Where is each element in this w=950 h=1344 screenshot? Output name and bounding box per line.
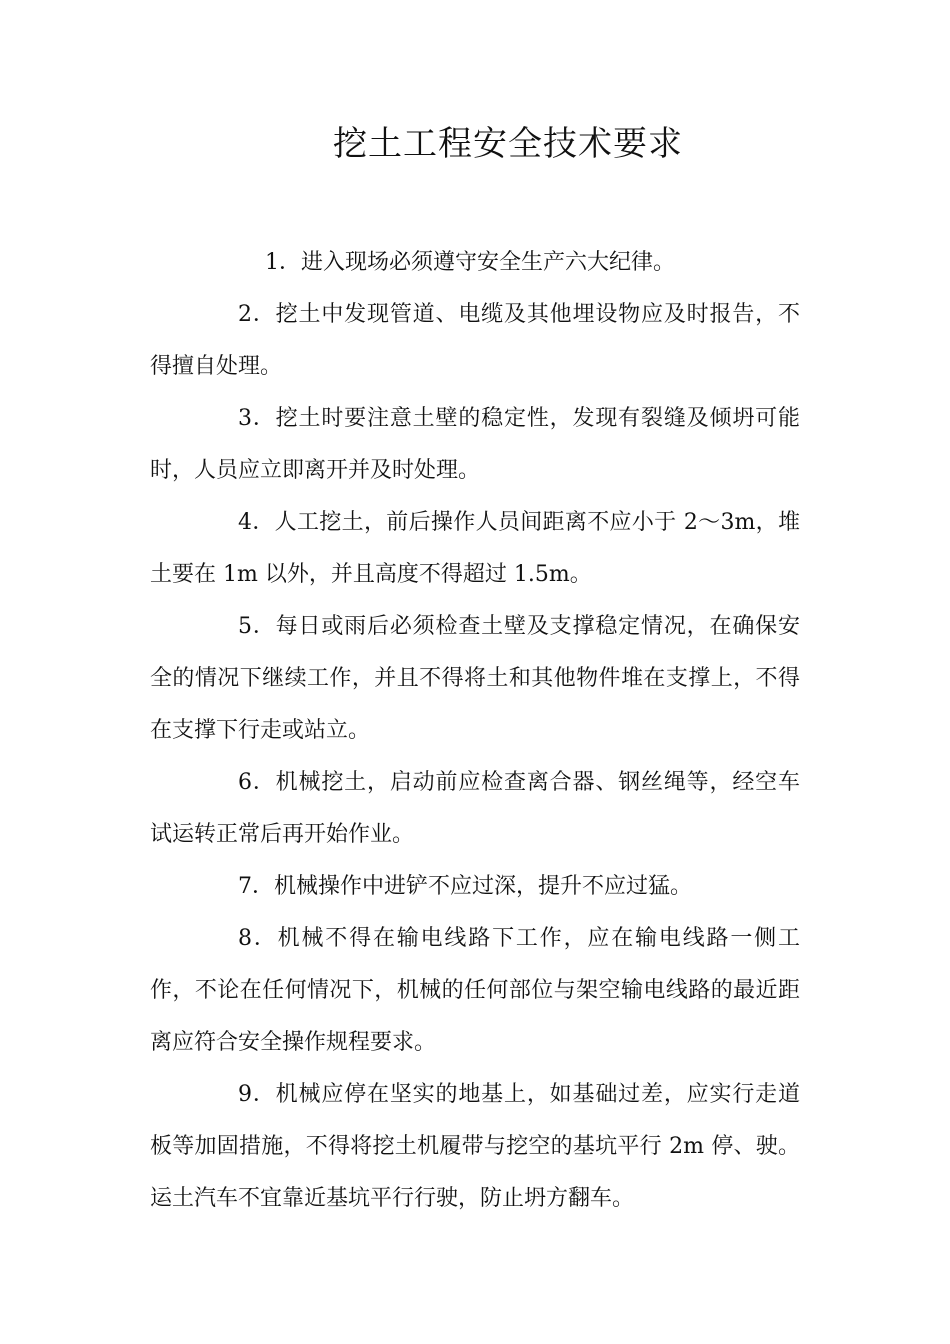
paragraph-1: 1．进入现场必须遵守安全生产六大纪律。 [265,250,675,275]
document-title: 挖土工程安全技术要求 [333,124,683,164]
paragraph-4: 4．人工挖土，前后操作人员间距离不应小于 2～3m，堆土要在 1m 以外，并且高度不得超过 1.5m。 [150,510,800,587]
paragraph-6: 6．机械挖土，启动前应检查离合器、钢丝绳等，经空车试运转正常后再开始作业。 [150,770,800,847]
paragraph-9: 9．机械应停在坚实的地基上，如基础过差，应实行走道板等加固措施，不得将挖土机履带与挖空的基坑平行 2m 停、驶。运土汽车不宜靠近基坑平行行驶，防止坍方翻车。 [150,1082,800,1211]
paragraph-5: 5．每日或雨后必须检查土壁及支撑稳定情况，在确保安全的情况下继续工作，并且不得将土和其他物件堆在支撑上，不得在支撑下行走或站立。 [150,614,800,743]
paragraph-2: 2．挖土中发现管道、电缆及其他埋设物应及时报告，不得擅自处理。 [150,302,800,379]
document-body [150,237,800,1225]
paragraph-3: 3．挖土时要注意土壁的稳定性，发现有裂缝及倾坍可能时，人员应立即离开并及时处理。 [150,406,800,483]
paragraph-8: 8．机械不得在输电线路下工作，应在输电线路一侧工作，不论在任何情况下，机械的任何部位与架空输电线路的最近距离应符合安全操作规程要求。 [150,926,800,1055]
paragraph-7: 7．机械操作中进铲不应过深，提升不应过猛。 [238,874,692,899]
